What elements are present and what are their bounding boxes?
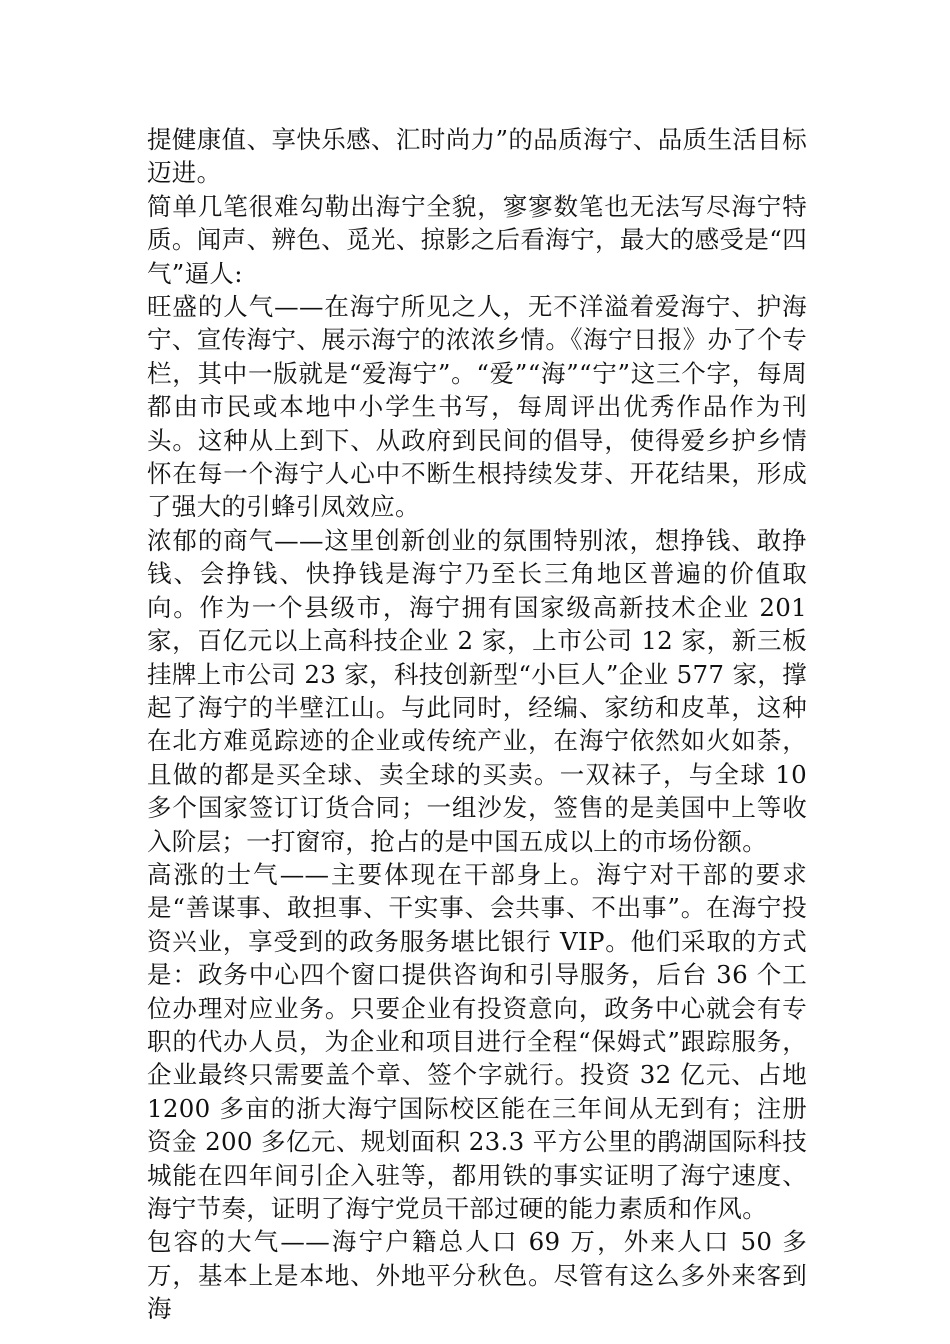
paragraph-four-qi-intro: 简单几笔很难勾勒出海宁全貌，寥寥数笔也无法写尽海宁特质。闻声、辨色、觅光、掠影之后看海宁，最大的感受是“四气”逼人: [147, 191, 807, 288]
paragraph-quality-goal: 提健康值、享快乐感、汇时尚力”的品质海宁、品质生活目标迈进。 [147, 125, 807, 188]
paragraph-tolerance: 包容的大气——海宁户籍总人口 69 万，外来人口 50 多万，基本上是本地、外地平分秋色。尽管有这么多外来客到海 [147, 1227, 807, 1324]
paragraph-business: 浓郁的商气——这里创新创业的氛围特别浓，想挣钱、敢挣钱、会挣钱、快挣钱是海宁乃至长三角地区普遍的价值取向。作为一个县级市，海宁拥有国家级高新技术企业 201 家，百亿元以上高科技企业 2 家，上市公司 12 家，新三板挂牌上市公司 23 家，科技创新型“小巨人”企业 577 家，撑起了海宁的半壁江山。与此同时，经编、家纺和皮革，这种在北方难觅踪迹的企业或传统产业，在海宁依然如火如荼，且做的都是买全球、卖全球的买卖。一双袜子，与全球 10 多个国家签订订货合同；一组沙发，签售的是美国中上等收入阶层；一打窗帘，抢占的是中国五成以上的市场份额。 [147, 525, 807, 856]
paragraph-morale: 高涨的士气——主要体现在干部身上。海宁对干部的要求是“善谋事、敢担事、干实事、会共事、不出事”。在海宁投资兴业，享受到的政务服务堪比银行 VIP。他们采取的方式是：政务中心四个窗口提供咨询和引导服务，后台 36 个工位办理对应业务。只要企业有投资意向，政务中心就会有专职的代办人员，为企业和项目进行全程“保姆式”跟踪服务，企业最终只需要盖个章、签个字就行。投资 32 亿元、占地 1200 多亩的浙大海宁国际校区能在三年间从无到有；注册资金 200 多亿元、规划面积 23.3 平方公里的鹃湖国际科技城能在四年间引企入驻等，都用铁的事实证明了海宁速度、海宁节奏，证明了海宁党员干部过硬的能力素质和作风。 [147, 859, 807, 1223]
paragraph-popularity: 旺盛的人气——在海宁所见之人，无不洋溢着爱海宁、护海宁、宣传海宁、展示海宁的浓浓乡情。《海宁日报》办了个专栏，其中一版就是“爱海宁”。“爱”“海”“宁”这三个字，每周都由市民或本地中小学生书写，每周评出优秀作品作为刊头。这种从上到下、从政府到民间的倡导，使得爱乡护乡情怀在每一个海宁人心中不断生根持续发芽、开花结果，形成了强大的引蜂引凤效应。 [147, 292, 807, 522]
document-page [147, 123, 807, 1326]
